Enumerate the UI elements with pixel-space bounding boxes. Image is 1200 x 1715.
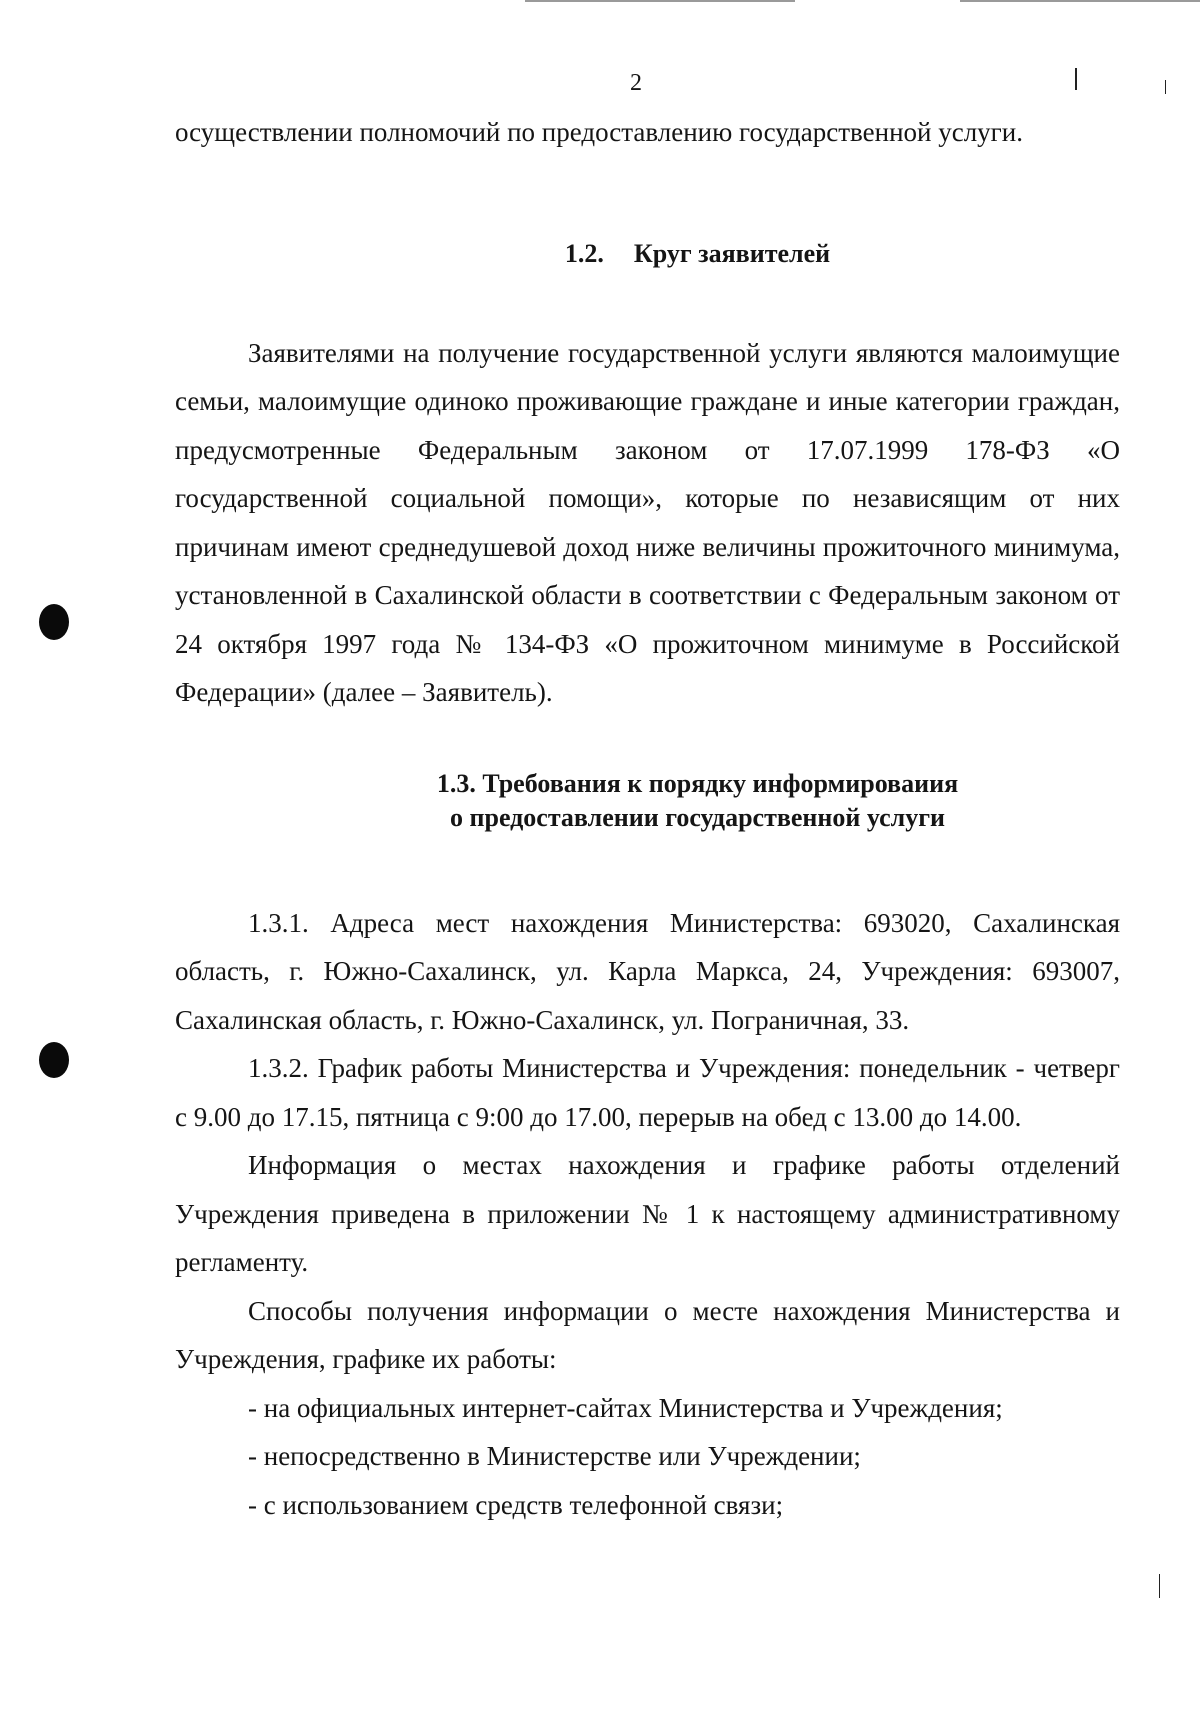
schedule-paragraph: 1.3.2. График работы Министерства и Учреждения: понедельник - четверг с 9.00 до 17.15, пятница с 9:00 до 17.00, перерыв на обед с 13.00 до 14.00.: [175, 1053, 1120, 1132]
top-scan-rule-right: [960, 0, 1200, 2]
page-number: 2: [630, 70, 642, 96]
section-title: Круг заявителей: [633, 238, 831, 268]
section-title-line-1: 1.3. Требования к порядку информироваиия: [436, 768, 959, 798]
applicants-paragraph: Заявителями на получение государственной услуги являются малоимущие семьи, малоимущие одиноко проживающие граждане и иные категории граждан, предусмотренные Федеральным законом от 17.07.1999 178-ФЗ «О государственной социальной помощи», которые по независящим от них причинам имеют среднедушевой доход ниже величины прожиточного минимума, установленной в Сахалинской области в соответствии с Федеральным законом от 24 октября 1997 года № 134-ФЗ «О прожиточном минимуме в Российской Федерации» (далее – Заявитель).: [175, 337, 1120, 707]
lead-line: осуществлении полномочий по предоставлению государственной услуги.: [175, 117, 1023, 147]
section-heading-1-2: [175, 237, 1120, 271]
document-body: [175, 108, 1120, 1529]
section-heading-1-3: [175, 767, 1120, 835]
ways-paragraph: Способы получения информации о месте нахождения Министерства и Учреждения, графике их работы:: [175, 1295, 1120, 1374]
punch-hole: [39, 1042, 69, 1078]
section-title-line-2: о предоставлении государственной услуги: [450, 802, 945, 832]
scan-mark: [1159, 1574, 1160, 1598]
section-number: 1.2.: [564, 238, 604, 268]
scan-mark: [1075, 68, 1077, 90]
list-item: - на официальных интернет-сайтах Министерства и Учреждения;: [248, 1392, 1003, 1423]
punch-hole: [39, 604, 69, 640]
list-item: - непосредственно в Министерстве или Учреждении;: [248, 1441, 861, 1471]
list-item: - с использованием средств телефонной связи;: [248, 1489, 784, 1520]
addresses-paragraph: 1.3.1. Адреса мест нахождения Министерства: 693020, Сахалинская область, г. Южно-Сахалинск, ул. Карла Маркса, 24, Учреждения: 693007, Сахалинская область, г. Южно-Сахалинск, ул. Пограничная, 33.: [175, 907, 1120, 1035]
top-scan-rule: [525, 0, 795, 2]
scan-mark: [1165, 80, 1166, 94]
info-paragraph: Информация о местах нахождения и графике работы отделений Учреждения приведена в приложении № 1 к настоящему административному регламенту.: [175, 1150, 1120, 1277]
